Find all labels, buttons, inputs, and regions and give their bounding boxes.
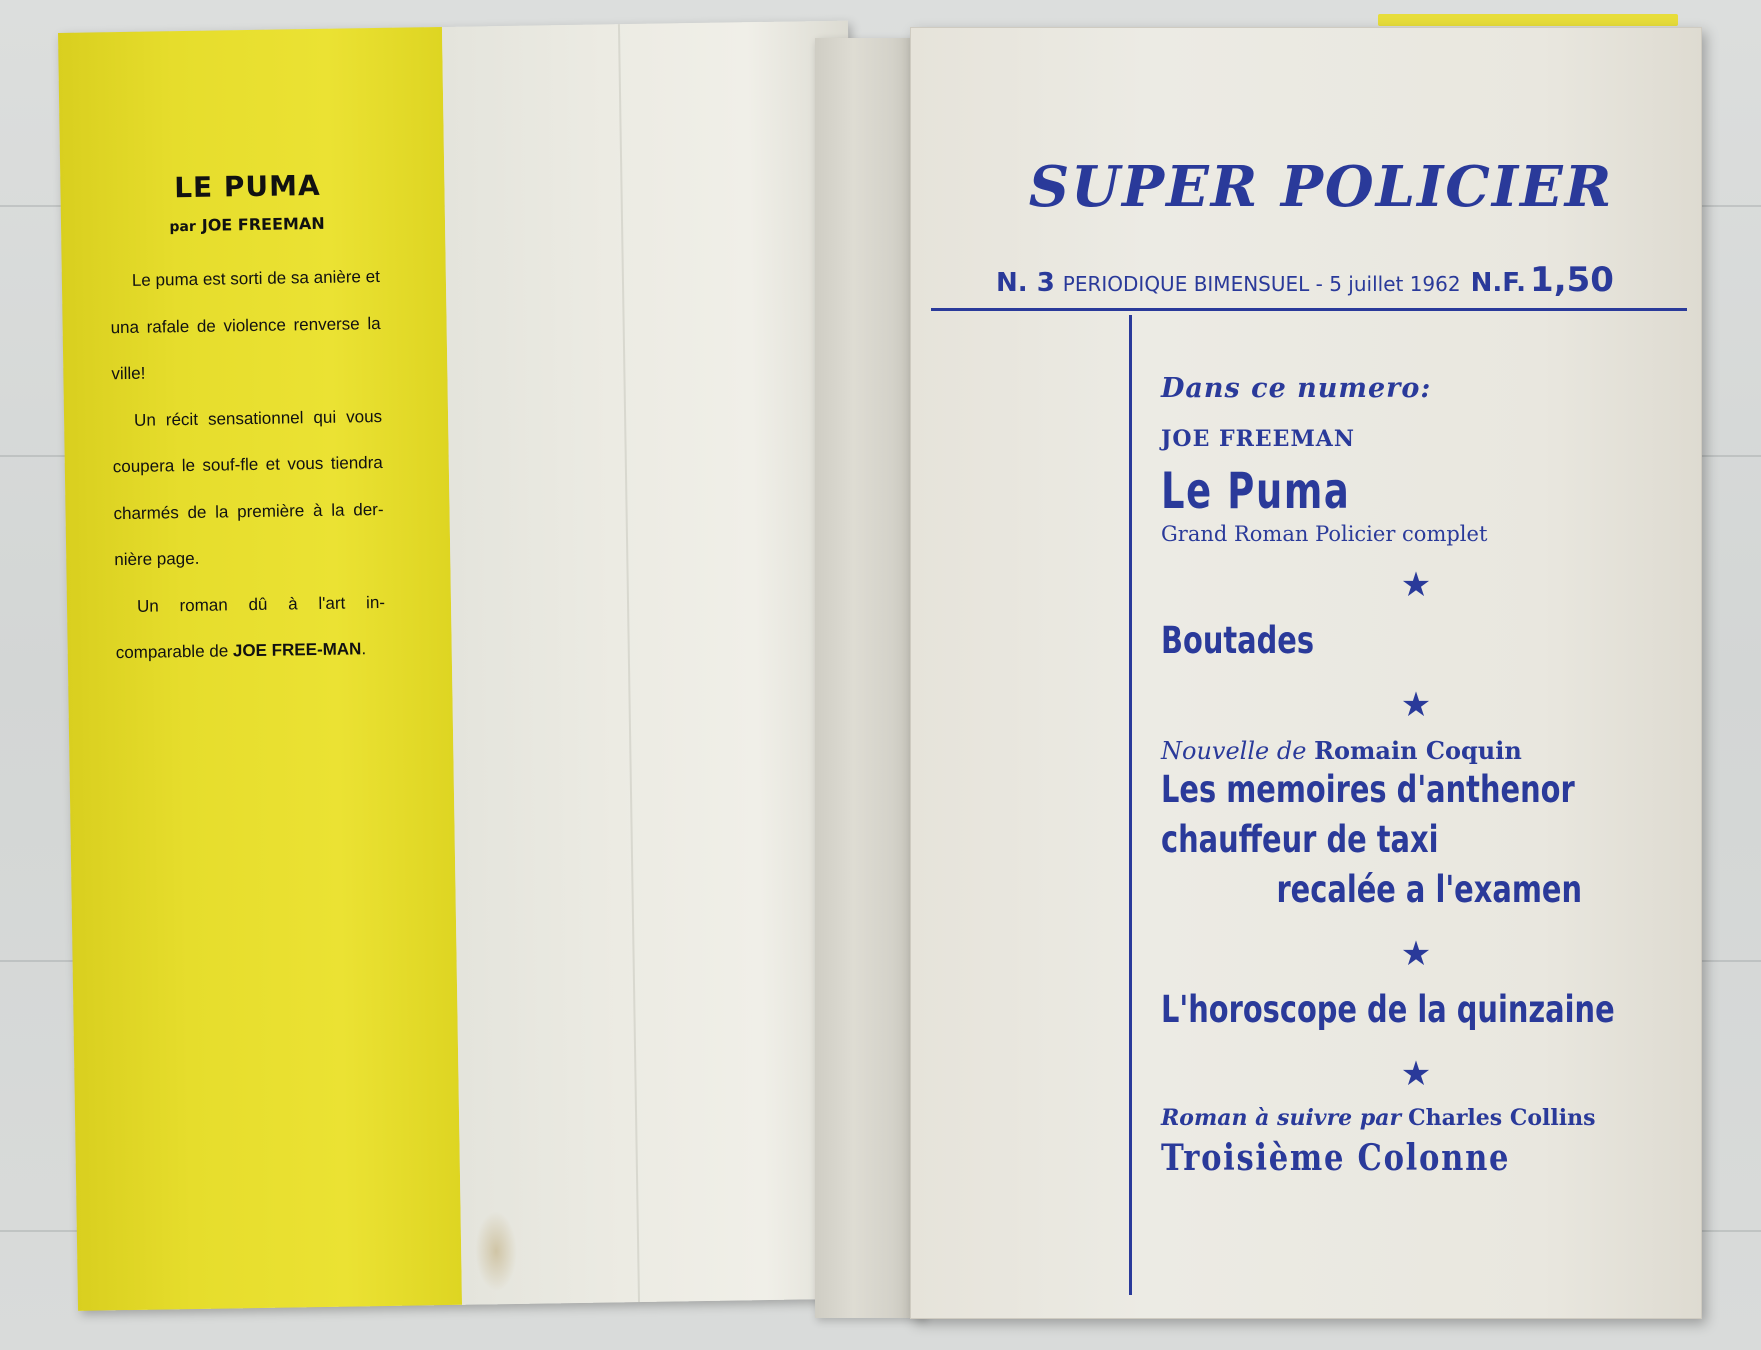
toc-entry-title-line: Les memoires d'anthenor: [1161, 768, 1575, 811]
toc-entry-author: JOE FREEMAN: [1161, 426, 1355, 452]
toc-byline-prefix: Roman à suivre par: [1161, 1105, 1402, 1131]
toc-byline-author: Romain Coquin: [1314, 736, 1522, 765]
toc-entry-title: Boutades: [1161, 619, 1315, 662]
table-of-contents: [1161, 373, 1661, 1179]
blurb-body: [110, 254, 387, 677]
blurb-author-name: JOE FREEMAN: [201, 213, 325, 235]
toc-entry-byline: [1161, 736, 1661, 765]
blurb-author-prefix: par: [169, 218, 196, 236]
cover-issue-line: [996, 260, 1636, 300]
toc-entry-title: Le Puma: [1161, 462, 1351, 520]
toc-entry-title: L'horoscope de la quinzaine: [1161, 988, 1615, 1031]
horizontal-rule: [931, 308, 1687, 311]
front-cover: [910, 27, 1702, 1319]
blurb-paragraph: Un récit sensationnel qui vous coupera le souf-fle et vous tiendra charmés de la première à la der-nière page.: [112, 406, 384, 570]
back-cover: [58, 21, 868, 1311]
blurb: [108, 168, 386, 677]
star-icon: ★: [1400, 566, 1432, 604]
star-icon: ★: [1400, 1055, 1432, 1093]
yellow-edge: [1378, 14, 1678, 26]
blurb-paragraph-text: Un roman dû à l'art in-comparable de: [115, 592, 386, 663]
blurb-author: [115, 213, 379, 236]
price-label: N.F.: [1470, 268, 1527, 298]
issue-periodicity: PERIODIQUE BIMENSUEL - 5 juillet 1962: [1062, 272, 1461, 296]
star-icon: ★: [1400, 935, 1432, 973]
toc-entry-title: Troisième Colonne: [1161, 1137, 1511, 1179]
toc-entry-title-line: chauffeur de taxi: [1161, 818, 1439, 861]
blurb-paragraph-end: .: [361, 639, 367, 659]
toc-entry-title-line: recalée a l'examen: [1276, 868, 1583, 911]
toc-byline-prefix: Nouvelle de: [1161, 737, 1307, 765]
star-icon: ★: [1400, 686, 1432, 724]
toc-byline-author: Charles Collins: [1408, 1105, 1596, 1131]
paper-stain: [475, 1211, 518, 1292]
yellow-blurb-strip: [58, 27, 462, 1311]
back-cover-flap: [442, 21, 868, 1305]
price-value: 1,50: [1530, 260, 1614, 300]
blurb-title: LE PUMA: [173, 168, 321, 205]
blurb-paragraph: [115, 579, 386, 676]
toc-entry-byline: [1161, 1105, 1661, 1131]
book-spine: [815, 38, 925, 1318]
toc-intro: Dans ce numero:: [1161, 373, 1432, 404]
blurb-paragraph-bold: JOE FREE-MAN: [232, 639, 362, 661]
blurb-paragraph: Le puma est sorti de sa anière et una rafale de violence renverse la ville!: [110, 266, 381, 384]
toc-entry-subtitle: Grand Roman Policier complet: [1161, 522, 1488, 546]
cover-title: SUPER POLICIER: [1028, 154, 1614, 220]
vertical-rule: [1129, 315, 1132, 1295]
issue-number: N. 3: [996, 268, 1055, 298]
